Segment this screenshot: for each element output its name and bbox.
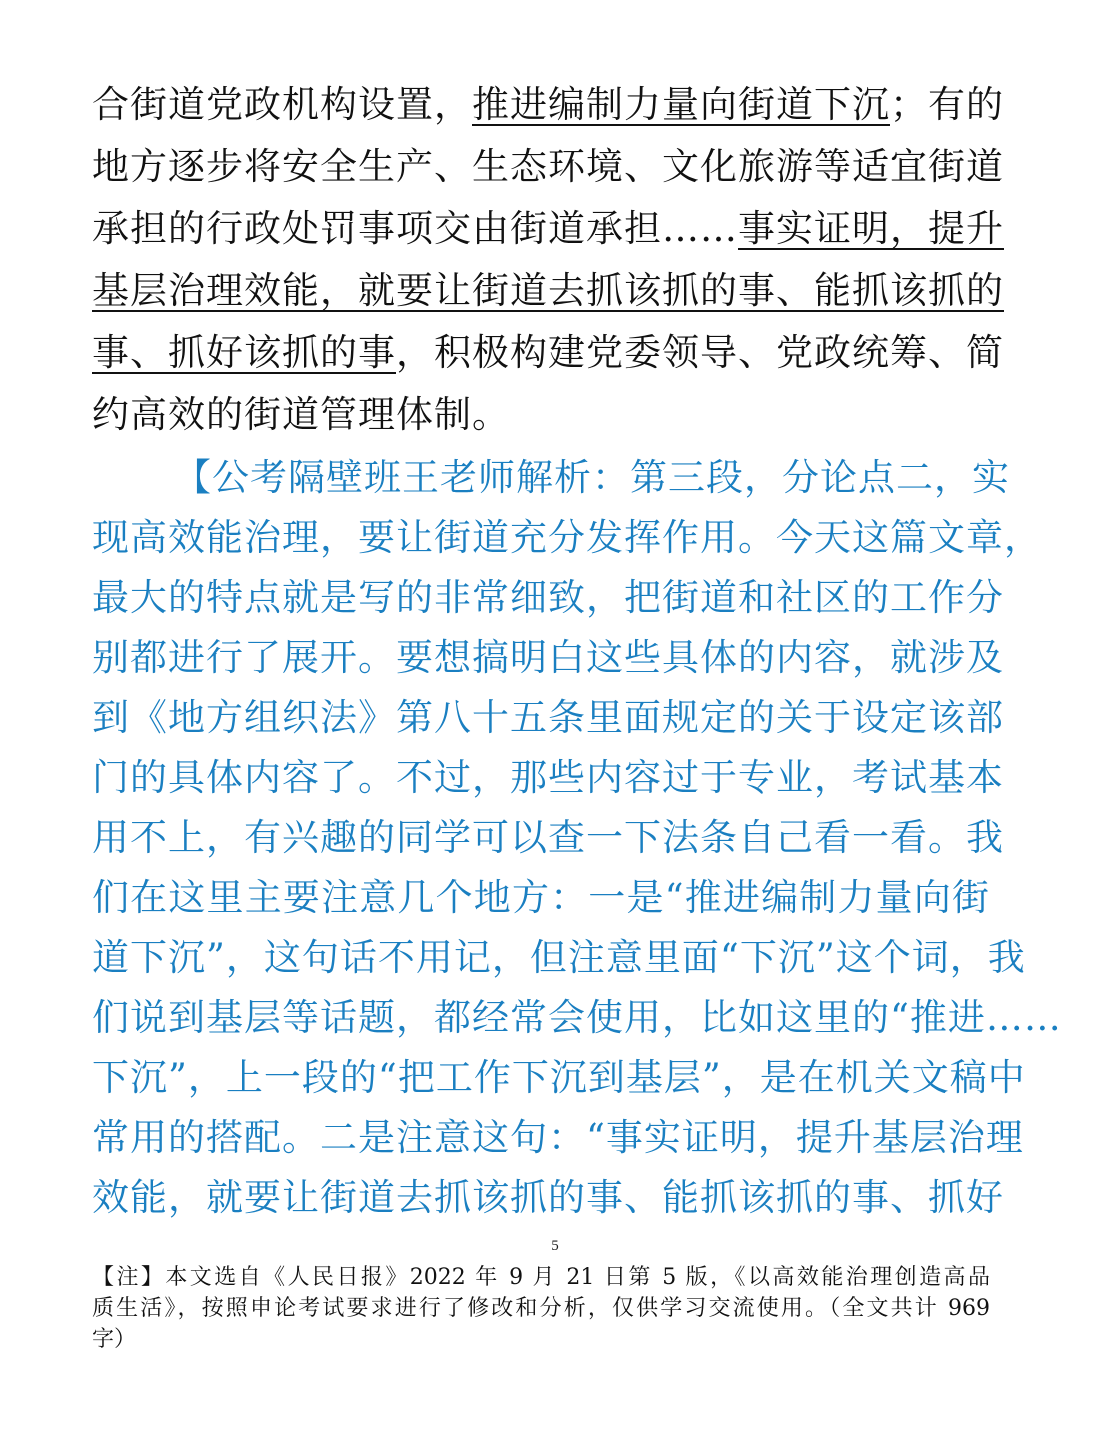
analysis-line: 道下沉”，这句话不用记，但注意里面“下沉”这个词，我 (92, 936, 1026, 979)
footnote (92, 1262, 990, 1355)
text-line (92, 260, 1004, 322)
text-line: 承担的行政处罚事项交由街道承担……事实证明，提升 (92, 207, 1004, 250)
analysis-line: 【公考隔壁班王老师解析：第三段，分论点二，实 (174, 456, 1010, 499)
analysis-line: 们在这里主要注意几个地方：一是“推进编制力量向街 (92, 876, 990, 919)
analysis-line: 到《地方组织法》第八十五条里面规定的关于设定该部 (92, 696, 1004, 739)
text-line: 事、抓好该抓的事，积极构建党委领导、党政统筹、简 (92, 331, 1004, 374)
analysis-line: 门的具体内容了。不过，那些内容过于专业，考试基本 (92, 756, 1004, 799)
text-line: 约高效的街道管理体制。 (92, 393, 510, 436)
analysis-line: 效能，就要让街道去抓该抓的事、能抓该抓的事、抓好 (92, 1176, 1004, 1219)
analysis-paragraph (92, 448, 1062, 1228)
footnote-line: 质生活》，按照申论考试要求进行了修改和分析，仅供学习交流使用。（全文共计 969 (92, 1296, 990, 1321)
main-paragraph (92, 74, 1004, 446)
analysis-line: 别都进行了展开。要想搞明白这些具体的内容，就涉及 (92, 636, 1004, 679)
text-line: 合街道党政机构设置，推进编制力量向街道下沉；有的 (92, 83, 1004, 126)
underlined-phrase: 事实证明，提升 (738, 207, 1004, 250)
analysis-line: 最大的特点就是写的非常细致，把街道和社区的工作分 (92, 576, 1004, 619)
underlined-phrase: 事、抓好该抓的事 (92, 331, 396, 374)
footnote-line: 字） (92, 1327, 137, 1352)
analysis-line: 们说到基层等话题，都经常会使用，比如这里的“推进…… (92, 996, 1062, 1039)
underlined-phrase: 推进编制力量向街道下沉 (472, 83, 890, 126)
text-line: 地方逐步将安全生产、生态环境、文化旅游等适宜街道 (92, 145, 1004, 188)
underlined-phrase: 基层治理效能，就要让街道去抓该抓的事、能抓该抓的 (92, 269, 1004, 312)
analysis-line: 下沉”，上一段的“把工作下沉到基层”，是在机关文稿中 (92, 1056, 1026, 1099)
analysis-line: 用不上，有兴趣的同学可以查一下法条自己看一看。我 (92, 816, 1004, 859)
analysis-line: 现高效能治理，要让街道充分发挥作用。今天这篇文章， (92, 516, 1042, 559)
footnote-line: 【注】本文选自《人民日报》2022 年 9 月 21 日第 5 版，《以高效能治理创造高品 (92, 1265, 990, 1290)
page-number: 5 (551, 1238, 559, 1254)
analysis-line: 常用的搭配。二是注意这句：“事实证明，提升基层治理 (92, 1116, 1024, 1159)
